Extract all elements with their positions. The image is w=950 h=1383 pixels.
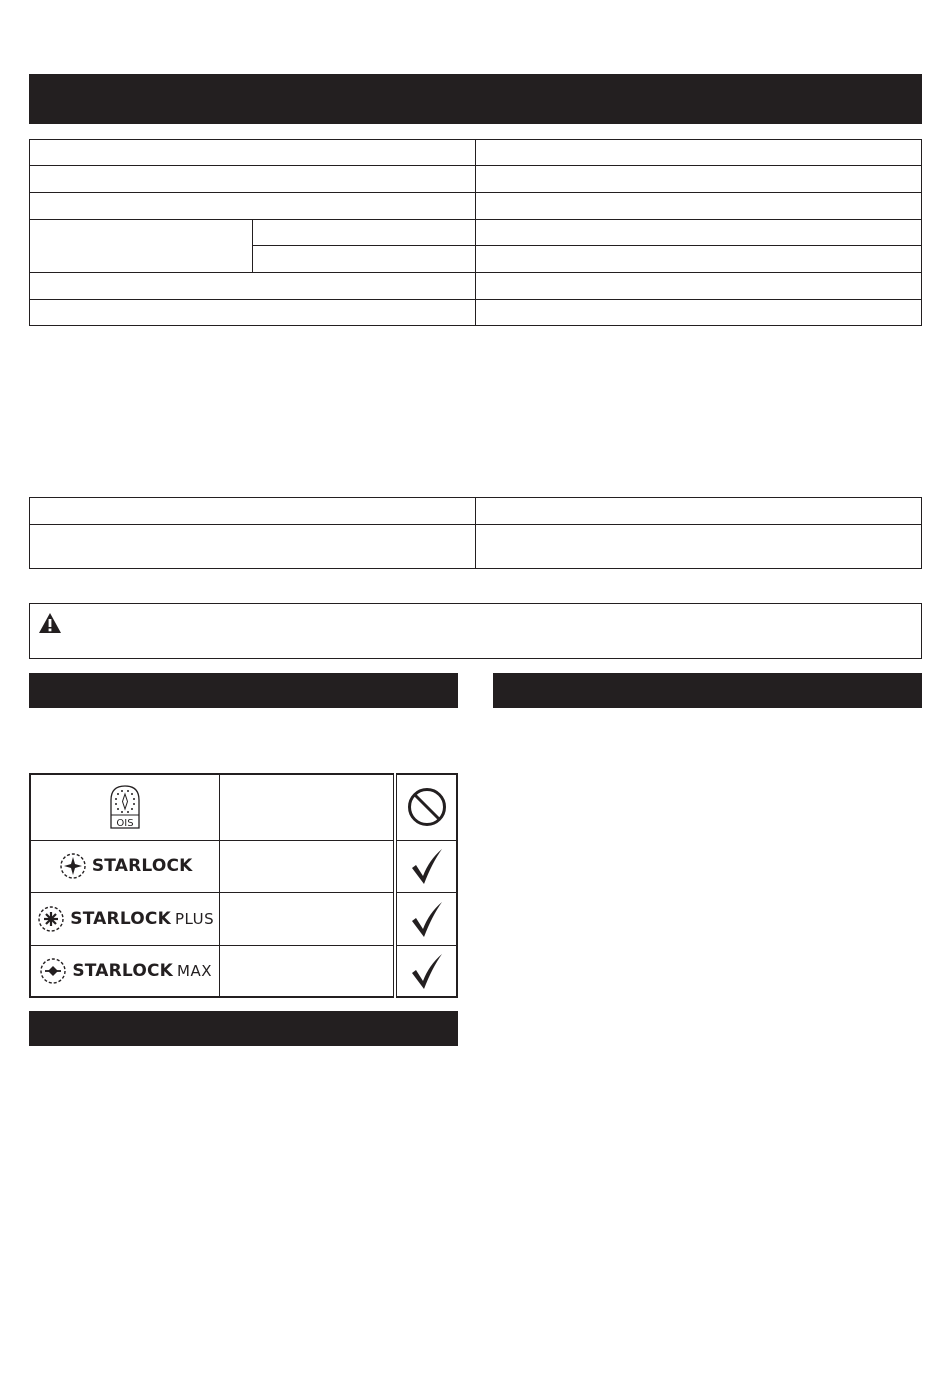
check-mark-icon — [410, 847, 444, 885]
starlock-max-suffix: MAX — [177, 961, 213, 980]
table-row — [30, 273, 922, 300]
starlock-plus-logo-text: STARLOCK — [70, 908, 171, 929]
accessory-compatibility-table — [29, 773, 458, 998]
starlock-plus-gear-icon — [36, 904, 66, 934]
warning-triangle-icon — [38, 612, 62, 634]
table-row — [30, 892, 457, 945]
starlock-plus-logo-cell — [30, 892, 220, 945]
specifications-table — [29, 139, 922, 326]
table-row — [30, 525, 922, 569]
check-mark-icon — [410, 900, 444, 938]
table-row — [30, 193, 922, 220]
starlock-gear-icon — [58, 851, 88, 881]
section-header-right — [493, 673, 922, 708]
starlock-max-gear-icon — [38, 956, 68, 986]
check-mark-icon — [410, 952, 444, 990]
starlock-max-logo — [31, 956, 219, 986]
starlock-logo-cell — [30, 840, 220, 892]
starlock-logo-text: STARLOCK — [91, 856, 193, 876]
ois-logo — [109, 784, 141, 830]
ois-logo-cell — [30, 774, 220, 840]
starlock-logo — [31, 851, 219, 881]
section-header-left — [29, 673, 458, 708]
table-row — [30, 140, 922, 166]
table-row — [30, 300, 922, 326]
starlock-plus-suffix: PLUS — [174, 909, 215, 928]
table-row — [30, 774, 457, 840]
table-row — [30, 945, 457, 997]
noise-table — [29, 497, 922, 569]
table-row — [30, 220, 922, 246]
starlock-max-logo-cell — [30, 945, 220, 997]
table-row — [30, 166, 922, 193]
section-header-lower-left — [29, 1011, 458, 1046]
table-row — [30, 840, 457, 892]
prohibited-circle-icon — [407, 787, 447, 827]
table-row — [30, 498, 922, 525]
warning-box — [29, 603, 922, 659]
starlock-plus-logo — [31, 904, 219, 934]
starlock-max-logo-text: STARLOCK — [72, 960, 174, 981]
header-bar — [29, 74, 922, 124]
svg-text:OIS: OIS — [116, 818, 134, 830]
